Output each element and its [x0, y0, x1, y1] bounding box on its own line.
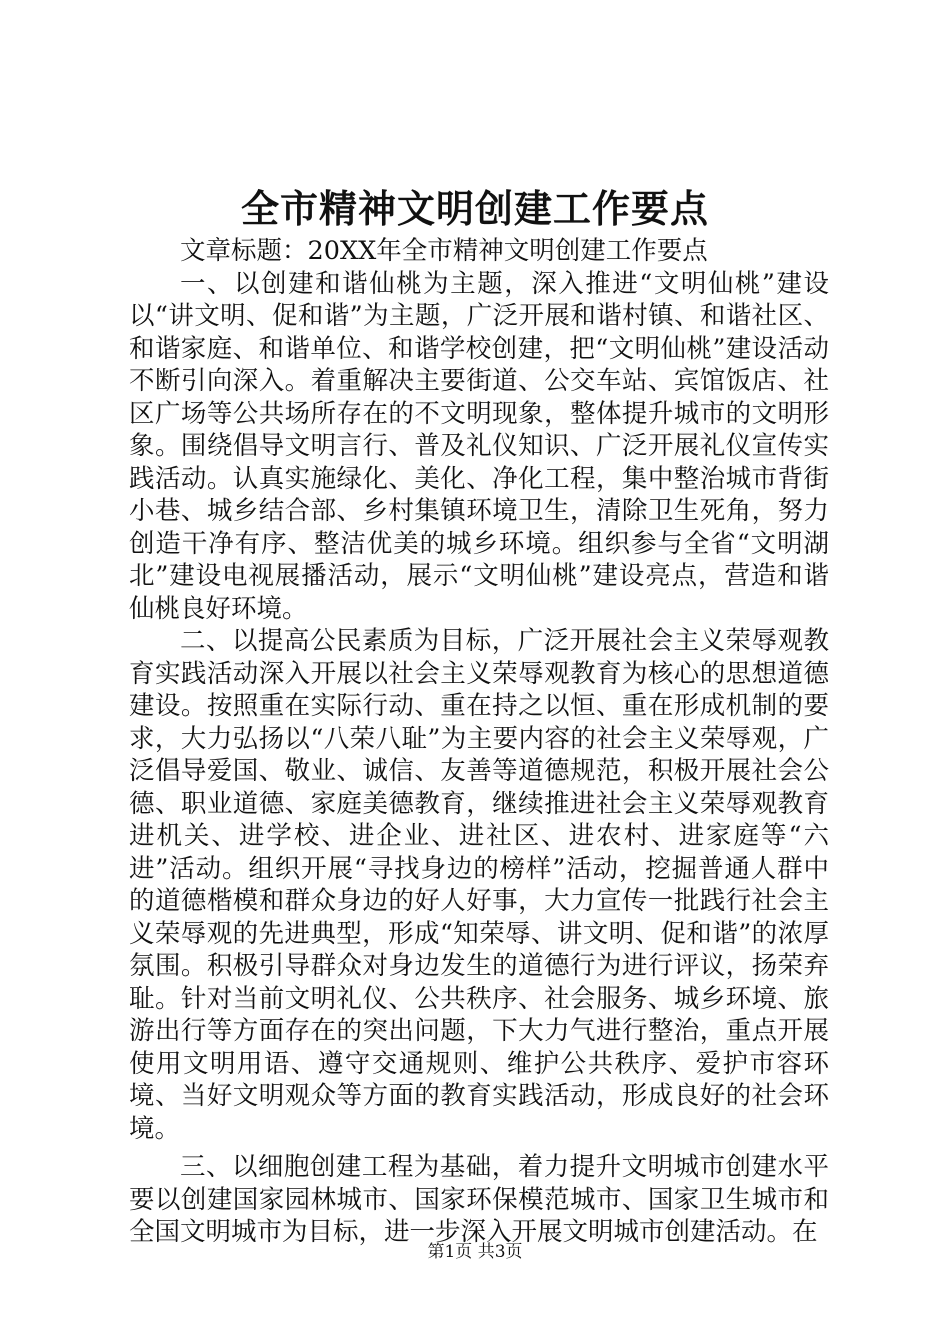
document-title: 全市精神文明创建工作要点	[240, 186, 709, 231]
document-body	[129, 235, 829, 1249]
page-indicator: 第1页 共3页	[427, 1242, 523, 1262]
paragraph-3: 三、以细胞创建工程为基础，着力提升文明城市创建水平要以创建国家园林城市、国家环保模范城市、国家卫生城市和全国文明城市为目标，进一步深入开展文明城市创建活动。在	[129, 1152, 829, 1247]
paragraph-1: 一、以创建和谐仙桃为主题，深入推进“文明仙桃”建设以“讲文明、促和谐”为主题，广泛开展和谐村镇、和谐社区、和谐家庭、和谐单位、和谐学校创建，把“文明仙桃”建设活动不断引向深入。着重解决主要街道、公交车站、宾馆饭店、社区广场等公共场所存在的不文明现象，整体提升城市的文明形象。围绕倡导文明言行、普及礼仪知识、广泛开展礼仪宣传实践活动。认真实施绿化、美化、净化工程，集中整治城市背街小巷、城乡结合部、乡村集镇环境卫生，清除卫生死角，努力创造干净有序、整洁优美的城乡环境。组织参与全省“文明湖北”建设电视展播活动，展示“文明仙桃”建设亮点，营造和谐仙桃良好环境。	[129, 268, 829, 624]
article-subtitle: 文章标题：20XX年全市精神文明创建工作要点	[180, 236, 708, 266]
paragraph-2: 二、以提高公民素质为目标，广泛开展社会主义荣辱观教育实践活动深入开展以社会主义荣辱观教育为核心的思想道德建设。按照重在实际行动、重在持之以恒、重在形成机制的要求，大力弘扬以“八荣八耻”为主要内容的社会主义荣辱观，广泛倡导爱国、敬业、诚信、友善等道德规范，积极开展社会公德、职业道德、家庭美德教育，继续推进社会主义荣辱观教育进机关、进学校、进企业、进社区、进农村、进家庭等“六进”活动。组织开展“寻找身边的榜样”活动，挖掘普通人群中的道德楷模和群众身边的好人好事，大力宣传一批践行社会主义荣辱观的先进典型，形成“知荣辱、讲文明、促和谐”的浓厚氛围。积极引导群众对身边发生的道德行为进行评议，扬荣弃耻。针对当前文明礼仪、公共秩序、社会服务、城乡环境、旅游出行等方面存在的突出问题，下大力气进行整治，重点开展使用文明用语、遵守交通规则、维护公共秩序、爱护市容环境、当好文明观众等方面的教育实践活动，形成良好的社会环境。	[129, 626, 829, 1144]
